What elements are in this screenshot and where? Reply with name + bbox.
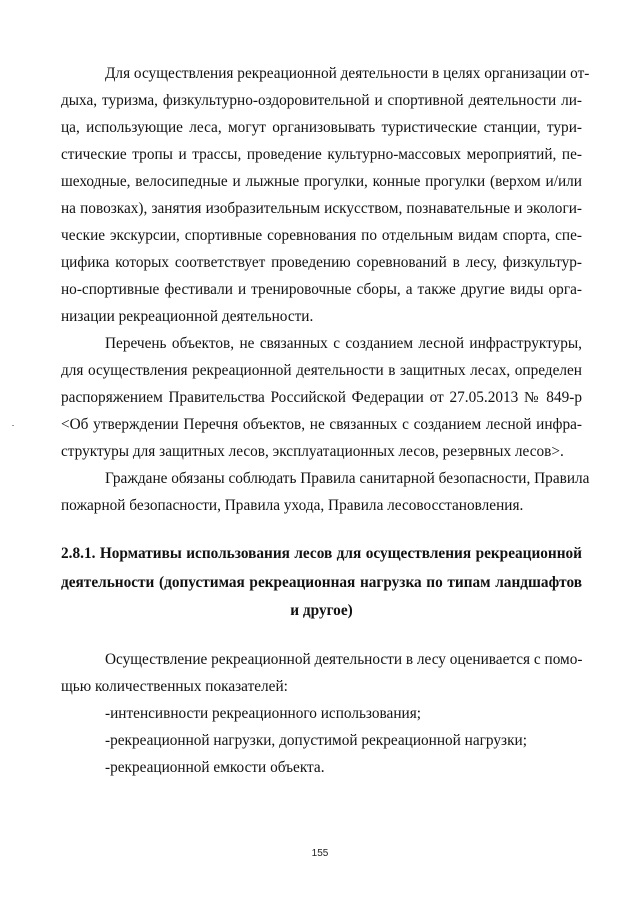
text-line: распоряжением Правительства Российской Федерации от 27.05.2013 № 849-р: [61, 389, 582, 406]
text-line: пожарной безопасности, Правила ухода, Правила лесовосстановления.: [61, 497, 524, 514]
text-line: низации рекреационной деятельности.: [61, 308, 314, 325]
text-line: на повозках), занятия изобразительным искусством, познавательные и экологи-: [61, 200, 582, 217]
text-line: стические тропы и трассы, проведение культурно-массовых мероприятий, пе-: [61, 146, 582, 163]
text-line: для осуществления рекреационной деятельности в защитных лесах, определен: [61, 362, 582, 379]
text-line: структуры для защитных лесов, эксплуатационных лесов, резервных лесов>.: [61, 443, 564, 460]
page-number: 155: [311, 848, 329, 859]
text-line: Перечень объектов, не связанных с созданием лесной инфраструктуры,: [105, 335, 582, 352]
list-item: -интенсивности рекреационного использования;: [105, 705, 422, 722]
heading-line: и другое): [290, 602, 353, 619]
text-line: Осуществление рекреационной деятельности в лесу оценивается с помо-: [105, 651, 583, 668]
list-item: -рекреационной нагрузки, допустимой рекреационной нагрузки;: [105, 732, 527, 749]
text-line: <Об утверждении Перечня объектов, не связанных с созданием лесной инфра-: [61, 416, 582, 433]
heading-line: деятельности (допустимая рекреационная нагрузка по типам ландшафтов: [61, 574, 582, 591]
text-line: ца, использующие леса, могут организовывать туристические станции, тури-: [61, 119, 582, 136]
list-item: -рекреационной емкости объекта.: [105, 759, 325, 776]
scan-artifact: [12, 425, 14, 426]
text-line: цифика которых соответствует проведению соревнований в лесу, физкультур-: [61, 254, 582, 271]
text-line: Для осуществления рекреационной деятельности в целях организации от-: [105, 65, 590, 82]
text-line: Граждане обязаны соблюдать Правила санитарной безопасности, Правила: [105, 470, 590, 487]
heading-line: 2.8.1. Нормативы использования лесов для осуществления рекреационной: [61, 545, 582, 562]
text-line: щью количественных показателей:: [61, 678, 288, 695]
text-line: дыха, туризма, физкультурно-оздоровительной и спортивной деятельности ли-: [61, 92, 582, 109]
text-line: но-спортивные фестивали и тренировочные сборы, а также другие виды орга-: [61, 281, 582, 298]
text-line: ческие экскурсии, спортивные соревнования по отдельным видам спорта, спе-: [61, 227, 582, 244]
text-line: шеходные, велосипедные и лыжные прогулки, конные прогулки (верхом и/или: [61, 173, 582, 190]
